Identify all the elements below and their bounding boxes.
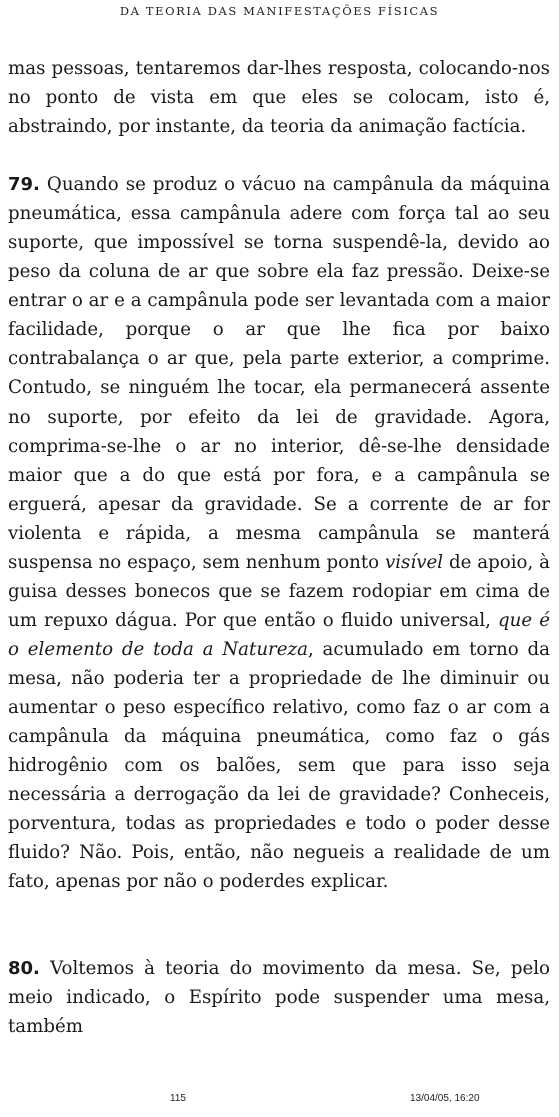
- paragraph-80-text: Voltemos à teoria do movimento da mesa. Se, pelo meio indicado, o Espírito pode suspender uma mesa, também: [8, 958, 550, 1038]
- paragraph-79-text-b: de apoio, à guisa desses bonecos que se fazem rodopiar em cima de um repuxo dágua. Por que então o fluido universal,: [8, 551, 550, 631]
- paragraph-79-text-c: , acumulado em torno da mesa, não poderia ter a propriedade de lhe diminuir ou aumentar o peso específico relativo, como faz o ar com a campânula da máquina pneumática, como faz o gás hidrogênio com os balões, sem que para isso seja necessária a derrogação da lei de gravidade? Conheceis, porventura, todas as propriedades e todo o poder desse fluido? Não. Pois, então, não negueis a realidade de um fato, apenas por não o poderdes explicar.: [8, 638, 550, 893]
- intro-paragraph: mas pessoas, tentaremos dar-lhes resposta, colocando-nos no ponto de vista em que eles se colocam, isto é, abstraindo, por instante, da teoria da animação factícia.: [8, 58, 550, 138]
- paragraph-79-emphasis-visivel: visível: [384, 551, 444, 573]
- body-text: [8, 54, 550, 1041]
- paragraph-number-79: 79.: [8, 174, 40, 196]
- running-head: DA TEORIA DAS MANIFESTAÇÕES FÍSICAS: [119, 4, 440, 18]
- paragraph-80: [8, 954, 550, 1041]
- paragraph-number-80: 80.: [8, 958, 40, 980]
- paragraph-79: [8, 170, 550, 896]
- print-timestamp: 13/04/05, 16:20: [410, 1093, 480, 1104]
- paragraph-79-emphasis-natureza: que é o elemento de toda a Natureza: [8, 609, 550, 660]
- paragraph-79-text-a: Quando se produz o vácuo na campânula da máquina pneumática, essa campânula adere com força tal ao seu suporte, que impossível se torna suspendê-la, devido ao peso da coluna de ar que sobre ela faz pressão. Deixe-se entrar o ar e a campânula pode ser levantada com a maior facilidade, porque o ar que lhe fica por baixo contrabalança o ar que, pela parte exterior, a comprime. Contudo, se ninguém lhe tocar, ela permanecerá assente no suporte, por efeito da lei de gravidade. Agora, comprima-se-lhe o ar no interior, dê-se-lhe densidade maior que a do que está por fora, e a campânula se erguerá, apesar da gravidade. Se a corrente de ar for violenta e rápida, a mesma campânula se manterá suspensa no espaço, sem nenhum ponto: [8, 174, 550, 573]
- page-number: 115: [170, 1093, 186, 1104]
